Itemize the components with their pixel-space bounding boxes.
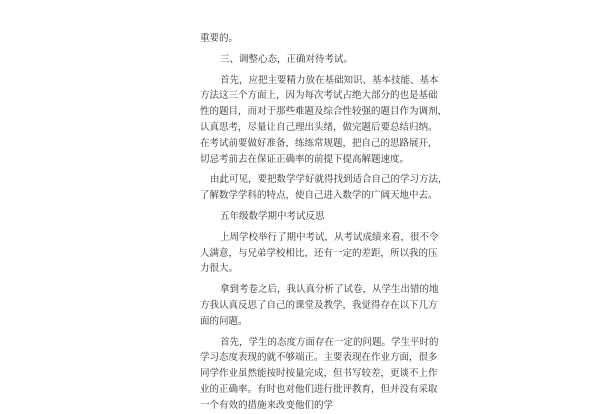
text-line: 学习态度表现的就不够端正。主要表现在作业方面，很多 bbox=[200, 352, 438, 364]
paragraph bbox=[200, 230, 439, 277]
paragraph bbox=[200, 172, 448, 204]
text-line: 面的问题。 bbox=[200, 315, 248, 327]
text-line: 方我认真反思了自己的课堂及教学，我觉得存在以下几方 bbox=[200, 299, 438, 311]
paragraph bbox=[200, 31, 410, 47]
paragraph bbox=[200, 282, 439, 329]
text-line: 五年级数学期中考试反思 bbox=[220, 210, 325, 222]
text-line: 人满意，与兄弟学校相比，还有一定的差距，所以我的压 bbox=[200, 247, 438, 259]
text-line: 同学作业虽然能按时按量完成，但书写较差，更谈不上作 bbox=[200, 368, 438, 380]
text-line: 性的题目，而对于那些难题及综合性较强的题目作为调剂， bbox=[200, 106, 448, 118]
paragraph bbox=[200, 52, 410, 68]
text-line: 切忌考前去在保证正确率的前提下提高解题速度。 bbox=[200, 153, 410, 165]
text-line: 方法这三个方面上，因为每次考试占绝大部分的也是基础 bbox=[200, 90, 438, 102]
text-line: 首先，学生的态度方面存在一定的问题。学生平时的 bbox=[220, 336, 439, 348]
text-line: 一个有效的措施来改变他们的学 bbox=[200, 399, 334, 411]
text-line: 首先，应把主要精力放在基础知识、基本技能、基本 bbox=[220, 74, 439, 86]
text-line: 在考试前要做好准备，练练常规题，把自己的思路展开， bbox=[200, 137, 438, 149]
text-line: 了解数学学科的特点，使自己进入数学的广阔天地中去。 bbox=[200, 190, 438, 202]
paragraph bbox=[200, 73, 448, 168]
text-line: 力很大。 bbox=[200, 263, 239, 275]
paragraph bbox=[200, 209, 410, 225]
paragraph bbox=[200, 335, 439, 414]
text-column bbox=[200, 31, 448, 414]
text-line: 上周学校举行了期中考试，从考试成绩来看，很不令 bbox=[220, 231, 439, 243]
text-line: 重要的。 bbox=[200, 33, 239, 44]
text-line: 拿到考卷之后，我认真分析了试卷，从学生出错的地 bbox=[220, 284, 439, 296]
text-line: 由此可见，要把数学学好就得找到适合自己的学习方法， bbox=[210, 174, 448, 186]
text-line: 认真思考，尽量让自己理出头绪，做完题后要总结归纳。 bbox=[200, 121, 438, 133]
text-line: 三、调整心态，正确对待考试。 bbox=[220, 53, 354, 65]
text-line: 业的正确率。有时也对他们进行批评教育，但并没有采取 bbox=[200, 383, 438, 395]
